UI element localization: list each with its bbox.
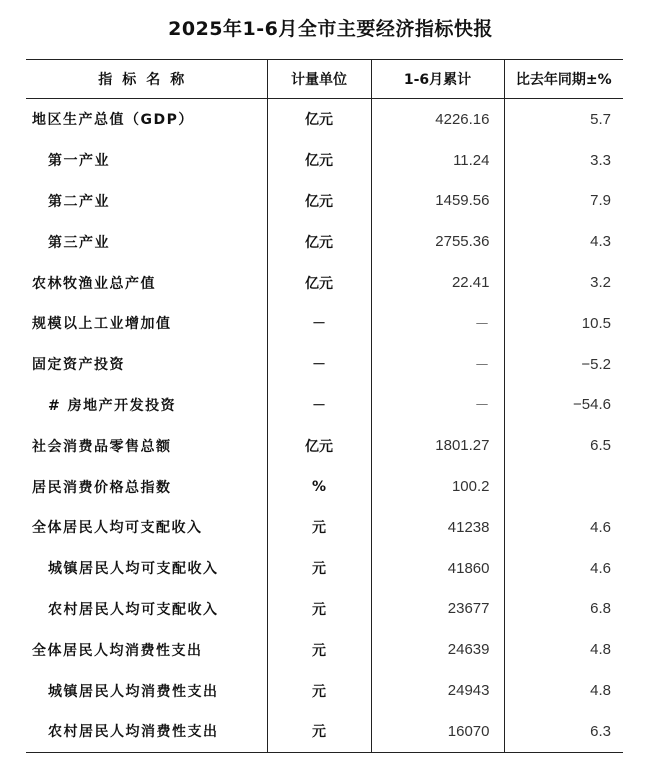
indicator-name: 农林牧渔业总产值 <box>26 262 267 303</box>
cumulative-value: 41238 <box>371 507 504 548</box>
unit-cell: 亿元 <box>267 181 371 222</box>
indicator-name: 地区生产总值（GDP） <box>26 99 267 140</box>
indicator-name: 全体居民人均可支配收入 <box>26 507 267 548</box>
indicator-name: 规模以上工业增加值 <box>26 303 267 344</box>
yoy-change: 6.8 <box>590 600 611 618</box>
cumulative-value: 16070 <box>371 711 504 752</box>
page-title: 2025年1-6月全市主要经济指标快报 <box>168 18 493 40</box>
yoy-change: 4.6 <box>590 559 611 577</box>
yoy-change: 4.8 <box>590 641 611 659</box>
indicators-table <box>26 59 623 753</box>
header-indicator-name: 指标名称 <box>26 60 267 99</box>
table-row <box>26 507 623 548</box>
indicator-name: 居民消费价格总指数 <box>26 466 267 507</box>
yoy-change: 6.3 <box>590 722 611 740</box>
indicator-name: 第一产业 <box>26 140 267 181</box>
indicator-name: 农村居民人均消费性支出 <box>26 711 267 752</box>
table-row <box>26 140 623 181</box>
unit-cell: － <box>267 344 371 385</box>
indicator-name: 固定资产投资 <box>26 344 267 385</box>
cumulative-value: 22.41 <box>371 262 504 303</box>
unit-cell: 亿元 <box>267 221 371 262</box>
unit-cell: 元 <box>267 711 371 752</box>
header-unit: 计量单位 <box>267 60 371 99</box>
table-row <box>26 548 623 589</box>
yoy-change: −54.6 <box>573 396 611 414</box>
unit-cell: － <box>267 303 371 344</box>
header-yoy: 比去年同期±% <box>504 60 623 99</box>
yoy-change: 7.9 <box>590 192 611 210</box>
cumulative-value: 1459.56 <box>371 181 504 222</box>
header-cumulative: 1-6月累计 <box>371 60 504 99</box>
table-row <box>26 262 623 303</box>
yoy-change: 5.7 <box>590 110 611 128</box>
cumulative-value: 2755.36 <box>371 221 504 262</box>
unit-cell: － <box>267 385 371 426</box>
table-row <box>26 99 623 140</box>
cumulative-value: 41860 <box>371 548 504 589</box>
cumulative-value: 24943 <box>371 670 504 711</box>
table-row <box>26 629 623 670</box>
yoy-change: −5.2 <box>581 355 611 373</box>
cumulative-value: 11.24 <box>371 140 504 181</box>
unit-cell: 亿元 <box>267 99 371 140</box>
yoy-change: 4.8 <box>590 682 611 700</box>
cumulative-value: 24639 <box>371 629 504 670</box>
table-row <box>26 181 623 222</box>
table-row <box>26 670 623 711</box>
table-row <box>26 425 623 466</box>
unit-cell: 元 <box>267 589 371 630</box>
unit-cell: % <box>267 466 371 507</box>
cumulative-value: 4226.16 <box>371 99 504 140</box>
yoy-change: 10.5 <box>581 314 611 332</box>
table-row <box>26 344 623 385</box>
yoy-change: 3.2 <box>590 274 611 292</box>
indicator-name: # 房地产开发投资 <box>26 385 267 426</box>
unit-cell: 元 <box>267 548 371 589</box>
yoy-change <box>504 466 623 507</box>
yoy-change: 6.5 <box>590 437 611 455</box>
indicator-name: 第二产业 <box>26 181 267 222</box>
table-row <box>26 466 623 507</box>
table-row <box>26 221 623 262</box>
table-row <box>26 303 623 344</box>
table-row <box>26 385 623 426</box>
yoy-change: 3.3 <box>590 151 611 169</box>
unit-cell: 亿元 <box>267 425 371 466</box>
yoy-change: 4.3 <box>590 233 611 251</box>
table-row <box>26 589 623 630</box>
unit-cell: 元 <box>267 507 371 548</box>
unit-cell: 亿元 <box>267 140 371 181</box>
indicator-name: 第三产业 <box>26 221 267 262</box>
cumulative-value: － <box>371 385 504 426</box>
cumulative-value: 100.2 <box>371 466 504 507</box>
indicator-name: 全体居民人均消费性支出 <box>26 629 267 670</box>
indicator-name: 城镇居民人均消费性支出 <box>26 670 267 711</box>
yoy-change: 4.6 <box>590 518 611 536</box>
cumulative-value: － <box>371 303 504 344</box>
unit-cell: 亿元 <box>267 262 371 303</box>
unit-cell: 元 <box>267 629 371 670</box>
indicator-name: 城镇居民人均可支配收入 <box>26 548 267 589</box>
cumulative-value: 1801.27 <box>371 425 504 466</box>
unit-cell: 元 <box>267 670 371 711</box>
indicator-name: 农村居民人均可支配收入 <box>26 589 267 630</box>
cumulative-value: 23677 <box>371 589 504 630</box>
cumulative-value: － <box>371 344 504 385</box>
table-row <box>26 711 623 752</box>
table-header-row <box>26 60 623 99</box>
indicator-name: 社会消费品零售总额 <box>26 425 267 466</box>
